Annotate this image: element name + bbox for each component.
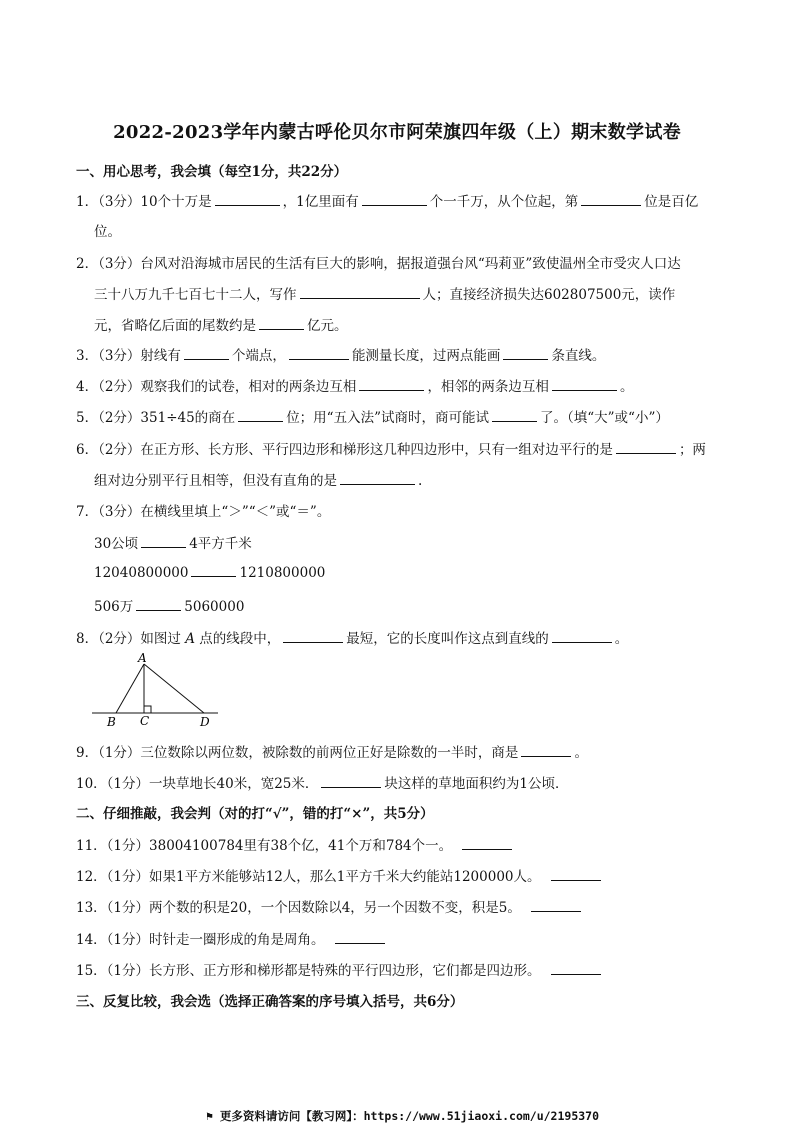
question-15: 15．（1分）长方形、正方形和梯形都是特殊的平行四边形，它们都是四边形。 [76,959,604,979]
answer-blank[interactable] [321,775,381,788]
triangle-diagram [88,650,228,730]
question-11: 11．（1分）38004100784里有38个亿，41个万和784个一。 [76,834,515,854]
answer-blank[interactable] [521,744,571,757]
label-d: D [200,715,210,729]
answer-blank[interactable] [581,193,641,206]
section-2-heading: 二、仔细推敲，我会判（对的打“√”，错的打“×”，共5分） [76,806,434,822]
question-9: 9．（1分）三位数除以两位数，被除数的前两位正好是除数的一半时，商是 。 [76,745,588,761]
right-angle-mark [144,706,151,713]
question-8: 8．（2分）如图过 A 点的线段中， 最短，它的长度叫作这点到直线的 。 [76,631,629,647]
answer-blank[interactable] [136,598,181,611]
flag-icon: ⚑ [206,1109,213,1123]
question-6-cont: 组对边分别平行且相等，但没有直角的是 . [94,473,423,489]
answer-blank[interactable] [238,409,283,422]
label-a: A [138,651,147,665]
question-2: 2．（3分）台风对沿海城市居民的生活有巨大的影响，据报道强台风“玛莉亚”致使温州全市受灾人口达 [76,256,681,272]
answer-blank[interactable] [552,378,617,391]
answer-blank[interactable] [551,962,601,975]
question-1-cont: 位。 [94,224,121,240]
question-13: 13．（1分）两个数的积是20，一个因数除以4，另一个因数不变，积是5。 [76,896,584,916]
question-6: 6．（2分）在正方形、长方形、平行四边形和梯形这几种四边形中，只有一组对边平行的是 ；两 [76,442,706,458]
question-2-cont: 三十八万九千七百七十二人，写作 人；直接经济损失达602807500元，读作 [94,287,676,303]
question-5: 5．（2分）351÷45的商在 位；用“五入法”试商时，商可能试 了。（填“大”或“小”） [76,410,669,426]
answer-blank[interactable] [551,868,601,881]
footer[interactable] [206,1108,599,1124]
segment-ab [116,664,144,713]
segment-ad [144,664,204,713]
page-title: 2022-2023学年内蒙古呼伦贝尔市阿荣旗四年级（上）期末数学试卷 [113,122,681,143]
question-7-row-2: 12040800000 1210800000 [94,565,326,581]
question-7-row-3: 506万 5060000 [94,599,245,615]
answer-blank[interactable] [552,630,612,643]
section-3-heading: 三、反复比较，我会选（选择正确答案的序号填入括号，共6分） [76,994,464,1010]
answer-blank[interactable] [215,193,280,206]
label-c: C [140,714,150,728]
answer-blank[interactable] [283,630,343,643]
answer-blank[interactable] [359,378,424,391]
answer-blank[interactable] [492,409,537,422]
answer-blank[interactable] [141,535,186,548]
answer-blank[interactable] [462,837,512,850]
question-14: 14．（1分）时针走一圈形成的角是周角。 [76,928,388,948]
answer-blank[interactable] [531,899,581,912]
footer-link[interactable]: 更多资料请访问【教习网】：https://www.51jiaoxi.com/u/2195370 [219,1109,600,1123]
label-b: B [107,715,116,729]
answer-blank[interactable] [616,441,676,454]
answer-blank[interactable] [289,347,349,360]
question-4: 4．（2分）观察我们的试卷，相对的两条边互相 ，相邻的两条边互相 。 [76,379,634,395]
answer-blank[interactable] [335,931,385,944]
answer-blank[interactable] [259,317,304,330]
answer-blank[interactable] [362,193,427,206]
question-3: 3．（3分）射线有 个端点， 能测量长度，过两点能画 条直线。 [76,348,606,364]
answer-blank[interactable] [191,564,236,577]
answer-blank[interactable] [184,347,229,360]
question-7-row-1: 30公顷 4平方千米 [94,536,252,552]
answer-blank[interactable] [503,347,548,360]
question-1: 1．（3分）10个十万是 ，1亿里面有 个一千万，从个位起，第 位是百亿 [76,194,699,210]
answer-blank[interactable] [300,286,420,299]
question-7: 7．（3分）在横线里填上“＞”“＜”或“＝”。 [76,504,331,520]
question-2-cont2: 元，省略亿后面的尾数约是 亿元。 [94,318,348,334]
answer-blank[interactable] [340,472,415,485]
section-1-heading: 一、用心思考，我会填（每空1分，共22分） [76,164,348,180]
question-10: 10．（1分）一块草地长40米，宽25米． 块这样的草地面积约为1公顷． [76,776,569,792]
question-12: 12．（1分）如果1平方米能够站12人，那么1平方千米大约能站1200000人。 [76,865,604,885]
